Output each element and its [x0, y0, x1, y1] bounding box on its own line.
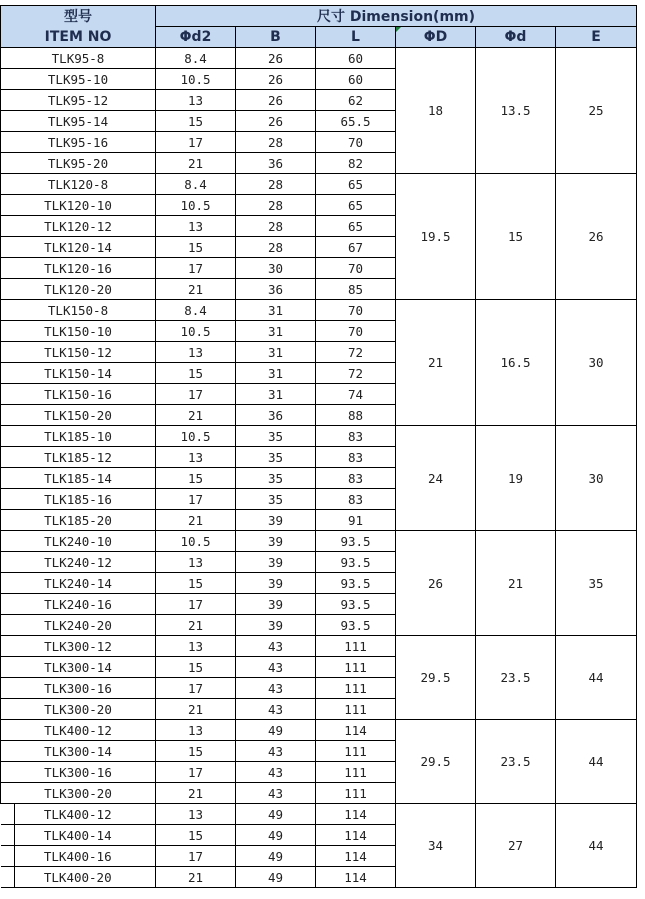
b-cell: 36 — [236, 405, 316, 426]
inner-d-cell: 23.5 — [476, 636, 556, 720]
d2-cell: 8.4 — [156, 174, 236, 195]
b-cell: 26 — [236, 48, 316, 69]
d2-cell: 21 — [156, 615, 236, 636]
item-no-cell: TLK400-14 — [1, 825, 156, 846]
l-cell: 111 — [316, 636, 396, 657]
l-cell: 82 — [316, 153, 396, 174]
b-cell: 39 — [236, 615, 316, 636]
b-cell: 31 — [236, 363, 316, 384]
b-cell: 26 — [236, 111, 316, 132]
l-cell: 91 — [316, 510, 396, 531]
table-row — [1, 174, 637, 195]
l-cell: 65.5 — [316, 111, 396, 132]
d2-cell: 21 — [156, 699, 236, 720]
d2-cell: 13 — [156, 636, 236, 657]
e-cell: 30 — [556, 300, 637, 426]
item-no-cell: TLK240-14 — [1, 573, 156, 594]
d2-cell: 10.5 — [156, 321, 236, 342]
l-cell: 70 — [316, 132, 396, 153]
d2-cell: 10.5 — [156, 69, 236, 90]
l-cell: 114 — [316, 867, 396, 888]
item-no-cell: TLK300-16 — [1, 678, 156, 699]
item-no-cell: TLK95-10 — [1, 69, 156, 90]
item-no-cell: TLK240-16 — [1, 594, 156, 615]
d2-cell: 13 — [156, 342, 236, 363]
dimension-header: 尺寸 Dimension(mm) — [156, 6, 637, 27]
item-no-cell: TLK300-20 — [1, 699, 156, 720]
table-row — [1, 720, 637, 741]
d2-cell: 13 — [156, 216, 236, 237]
item-no-cell: TLK185-20 — [1, 510, 156, 531]
outer-d-cell: 29.5 — [396, 636, 476, 720]
l-cell: 111 — [316, 762, 396, 783]
inner-d-cell: 23.5 — [476, 720, 556, 804]
table-body — [1, 48, 637, 888]
l-cell: 65 — [316, 216, 396, 237]
d2-cell: 13 — [156, 90, 236, 111]
col-header-outer-d: ΦD — [396, 27, 476, 48]
inner-d-cell: 27 — [476, 804, 556, 888]
spec-sheet — [0, 5, 636, 888]
col-header-d2: Φd2 — [156, 27, 236, 48]
item-no-cell: TLK150-12 — [1, 342, 156, 363]
outer-d-cell: 18 — [396, 48, 476, 174]
d2-cell: 17 — [156, 594, 236, 615]
col-header-inner-d: Φd — [476, 27, 556, 48]
l-cell: 83 — [316, 426, 396, 447]
d2-cell: 15 — [156, 573, 236, 594]
item-no-cell: TLK120-12 — [1, 216, 156, 237]
l-cell: 111 — [316, 783, 396, 804]
l-cell: 111 — [316, 741, 396, 762]
item-no-cell: TLK185-16 — [1, 489, 156, 510]
item-no-header — [1, 6, 156, 48]
b-cell: 49 — [236, 846, 316, 867]
inner-d-cell: 16.5 — [476, 300, 556, 426]
b-cell: 30 — [236, 258, 316, 279]
inner-d-cell: 19 — [476, 426, 556, 531]
col-header-l: L — [316, 27, 396, 48]
l-cell: 111 — [316, 657, 396, 678]
b-cell: 28 — [236, 237, 316, 258]
item-no-cell: TLK120-20 — [1, 279, 156, 300]
item-no-cell: TLK95-16 — [1, 132, 156, 153]
d2-cell: 15 — [156, 111, 236, 132]
item-no-cell: TLK120-16 — [1, 258, 156, 279]
inner-d-cell: 15 — [476, 174, 556, 300]
col-header-e: E — [556, 27, 637, 48]
d2-cell: 17 — [156, 846, 236, 867]
table-row — [1, 804, 637, 825]
d2-cell: 15 — [156, 468, 236, 489]
item-no-cell: TLK240-10 — [1, 531, 156, 552]
outer-d-cell: 29.5 — [396, 720, 476, 804]
item-no-cell: TLK400-20 — [1, 867, 156, 888]
item-no-cell: TLK120-8 — [1, 174, 156, 195]
b-cell: 39 — [236, 552, 316, 573]
l-cell: 83 — [316, 468, 396, 489]
l-cell: 114 — [316, 825, 396, 846]
d2-cell: 15 — [156, 363, 236, 384]
item-no-cell: TLK150-16 — [1, 384, 156, 405]
item-no-cell: TLK95-8 — [1, 48, 156, 69]
e-cell: 26 — [556, 174, 637, 300]
l-cell: 72 — [316, 363, 396, 384]
b-cell: 28 — [236, 195, 316, 216]
item-no-cell: TLK300-14 — [1, 741, 156, 762]
outer-d-cell: 26 — [396, 531, 476, 636]
b-cell: 49 — [236, 867, 316, 888]
b-cell: 31 — [236, 321, 316, 342]
b-cell: 31 — [236, 300, 316, 321]
d2-cell: 15 — [156, 741, 236, 762]
item-no-header-en: ITEM NO — [44, 28, 112, 45]
b-cell: 31 — [236, 342, 316, 363]
d2-cell: 17 — [156, 762, 236, 783]
b-cell: 28 — [236, 132, 316, 153]
col-header-b: B — [236, 27, 316, 48]
l-cell: 62 — [316, 90, 396, 111]
d2-cell: 13 — [156, 552, 236, 573]
b-cell: 43 — [236, 699, 316, 720]
d2-cell: 21 — [156, 867, 236, 888]
d2-cell: 10.5 — [156, 531, 236, 552]
item-no-cell: TLK240-12 — [1, 552, 156, 573]
b-cell: 28 — [236, 216, 316, 237]
d2-cell: 21 — [156, 405, 236, 426]
l-cell: 74 — [316, 384, 396, 405]
d2-cell: 21 — [156, 510, 236, 531]
d2-cell: 21 — [156, 783, 236, 804]
b-cell: 49 — [236, 720, 316, 741]
d2-cell: 15 — [156, 825, 236, 846]
b-cell: 43 — [236, 783, 316, 804]
b-cell: 39 — [236, 510, 316, 531]
l-cell: 70 — [316, 321, 396, 342]
l-cell: 93.5 — [316, 573, 396, 594]
d2-cell: 15 — [156, 237, 236, 258]
l-cell: 65 — [316, 174, 396, 195]
l-cell: 93.5 — [316, 552, 396, 573]
d2-cell: 13 — [156, 804, 236, 825]
l-cell: 70 — [316, 300, 396, 321]
b-cell: 26 — [236, 69, 316, 90]
dimension-table — [0, 5, 637, 888]
b-cell: 26 — [236, 90, 316, 111]
b-cell: 39 — [236, 594, 316, 615]
e-cell: 44 — [556, 804, 637, 888]
l-cell: 65 — [316, 195, 396, 216]
b-cell: 49 — [236, 825, 316, 846]
b-cell: 36 — [236, 153, 316, 174]
item-no-cell: TLK300-16 — [1, 762, 156, 783]
outer-d-cell: 19.5 — [396, 174, 476, 300]
table-row — [1, 426, 637, 447]
d2-cell: 10.5 — [156, 426, 236, 447]
d2-cell: 17 — [156, 384, 236, 405]
l-cell: 114 — [316, 804, 396, 825]
b-cell: 35 — [236, 447, 316, 468]
d2-cell: 8.4 — [156, 300, 236, 321]
l-cell: 93.5 — [316, 531, 396, 552]
b-cell: 28 — [236, 174, 316, 195]
b-cell: 36 — [236, 279, 316, 300]
e-cell: 44 — [556, 720, 637, 804]
l-cell: 111 — [316, 699, 396, 720]
outer-d-cell: 34 — [396, 804, 476, 888]
b-cell: 43 — [236, 657, 316, 678]
b-cell: 35 — [236, 468, 316, 489]
l-cell: 70 — [316, 258, 396, 279]
d2-cell: 17 — [156, 678, 236, 699]
l-cell: 111 — [316, 678, 396, 699]
b-cell: 31 — [236, 384, 316, 405]
item-no-cell: TLK95-14 — [1, 111, 156, 132]
d2-cell: 15 — [156, 657, 236, 678]
item-no-cell: TLK400-12 — [1, 720, 156, 741]
item-no-cell: TLK300-20 — [1, 783, 156, 804]
table-row — [1, 531, 637, 552]
l-cell: 93.5 — [316, 615, 396, 636]
item-no-cell: TLK150-20 — [1, 405, 156, 426]
e-cell: 30 — [556, 426, 637, 531]
item-no-cell: TLK95-12 — [1, 90, 156, 111]
l-cell: 72 — [316, 342, 396, 363]
b-cell: 35 — [236, 489, 316, 510]
item-no-cell: TLK185-12 — [1, 447, 156, 468]
b-cell: 43 — [236, 762, 316, 783]
d2-cell: 8.4 — [156, 48, 236, 69]
comment-marker — [396, 27, 401, 32]
d2-cell: 21 — [156, 279, 236, 300]
item-no-cell: TLK300-14 — [1, 657, 156, 678]
b-cell: 49 — [236, 804, 316, 825]
l-cell: 114 — [316, 846, 396, 867]
d2-cell: 21 — [156, 153, 236, 174]
l-cell: 60 — [316, 69, 396, 90]
inner-d-cell: 21 — [476, 531, 556, 636]
d2-cell: 10.5 — [156, 195, 236, 216]
l-cell: 67 — [316, 237, 396, 258]
l-cell: 85 — [316, 279, 396, 300]
d2-cell: 13 — [156, 447, 236, 468]
item-no-cell: TLK400-12 — [1, 804, 156, 825]
e-cell: 35 — [556, 531, 637, 636]
d2-cell: 17 — [156, 258, 236, 279]
l-cell: 93.5 — [316, 594, 396, 615]
item-no-cell: TLK150-14 — [1, 363, 156, 384]
item-no-cell: TLK185-14 — [1, 468, 156, 489]
item-no-cell: TLK185-10 — [1, 426, 156, 447]
d2-cell: 13 — [156, 720, 236, 741]
item-no-cell: TLK240-20 — [1, 615, 156, 636]
item-no-cell: TLK150-8 — [1, 300, 156, 321]
item-no-cell: TLK150-10 — [1, 321, 156, 342]
l-cell: 83 — [316, 489, 396, 510]
b-cell: 39 — [236, 531, 316, 552]
table-row — [1, 636, 637, 657]
item-no-cell: TLK120-10 — [1, 195, 156, 216]
b-cell: 39 — [236, 573, 316, 594]
l-cell: 88 — [316, 405, 396, 426]
l-cell: 83 — [316, 447, 396, 468]
table-row — [1, 48, 637, 69]
l-cell: 60 — [316, 48, 396, 69]
d2-cell: 17 — [156, 489, 236, 510]
e-cell: 25 — [556, 48, 637, 174]
b-cell: 43 — [236, 636, 316, 657]
b-cell: 35 — [236, 426, 316, 447]
inner-d-cell: 13.5 — [476, 48, 556, 174]
outer-d-cell: 21 — [396, 300, 476, 426]
b-cell: 43 — [236, 741, 316, 762]
e-cell: 44 — [556, 636, 637, 720]
outer-d-cell: 24 — [396, 426, 476, 531]
table-row — [1, 300, 637, 321]
b-cell: 43 — [236, 678, 316, 699]
item-no-cell: TLK95-20 — [1, 153, 156, 174]
item-no-cell: TLK120-14 — [1, 237, 156, 258]
item-no-cell: TLK400-16 — [1, 846, 156, 867]
d2-cell: 17 — [156, 132, 236, 153]
item-no-header-cn: 型号 — [64, 8, 92, 25]
item-no-cell: TLK300-12 — [1, 636, 156, 657]
l-cell: 114 — [316, 720, 396, 741]
